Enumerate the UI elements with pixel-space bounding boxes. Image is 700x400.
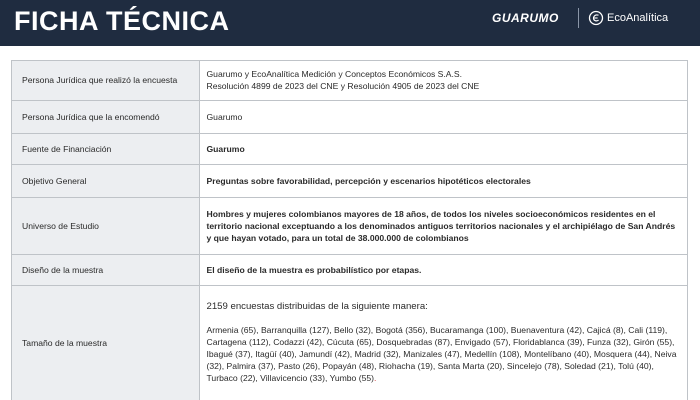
technical-sheet-table [11,60,688,400]
row-label: Persona Jurídica que la encomendó [12,100,199,133]
table-row [12,100,687,133]
table-row [12,61,687,100]
row-value: Preguntas sobre favorabilidad, percepción y escenarios hipotéticos electorales [199,164,687,197]
ecoanalitica-logo-icon [588,10,604,26]
row-label: Universo de Estudio [12,197,199,254]
row-value [199,285,687,400]
logo-divider [578,8,579,28]
row-label: Tamaño de la muestra [12,285,199,400]
sample-cities [207,325,680,385]
table-row [12,164,687,197]
row-label: Diseño de la muestra [12,254,199,285]
guarumo-logo: GUARUMO [492,11,559,25]
value-line: Resolución 4899 de 2023 del CNE y Resolución 4905 de 2023 del CNE [206,81,480,92]
page-title: FICHA TÉCNICA [14,6,230,36]
ecoanalitica-logo-text: EcoAnalítica [607,12,669,24]
sample-intro: 2159 encuestas distribuidas de la siguiente manera: [206,301,428,313]
table-row [12,197,687,254]
cities-end: . [374,372,377,383]
row-value: Guarumo [199,133,687,164]
row-value: Hombres y mujeres colombianos mayores de 18 años, de todos los niveles socioeconómicos residentes en el territorio nacional exceptuando a los denominados antiguos territorios nacionales y el archipiélago de San Andrés y que hayan votado, para un total de 38.000.000 de colombianos [199,197,687,254]
row-label: Persona Jurídica que realizó la encuesta [12,61,199,100]
row-label: Objetivo General [12,164,199,197]
row-value: El diseño de la muestra es probabilístico por etapas. [199,254,687,285]
table-row [12,254,687,285]
table-row [12,285,687,400]
row-value: Guarumo [199,100,687,133]
value-line: Guarumo y EcoAnalítica Medición y Conceptos Económicos S.A.S. [206,69,463,80]
ecoanalitica-logo [588,9,668,27]
table-row [12,133,687,164]
row-label: Fuente de Financiación [12,133,199,164]
header-bar [0,0,700,46]
cities-text: Armenia (65), Barranquilla (127), Bello (32), Bogotá (356), Bucaramanga (100), Buenaventura (42), Cajicá (8), Cali (119), Cartagena (112), Codazzi (42), Cúcuta (65), Dosquebradas (87), Envigado (57), Floridablanca (39), Funza (32), Girón (55), Ibagué (37), Itagüí (40), Jamundí (42), Madrid (32), Manizales (47), Medellín (108), Montelíbano (40), Mosquera (44), Neiva (32), Palmira (37), Pasto (26), Popayán (48), Riohacha (19), Santa Marta (20), Sincelejo (78), Soledad (21), Tolú (40), Turbaco (22), Villavicencio (33), Yumbo (55) [206,325,677,383]
row-value [199,61,687,100]
